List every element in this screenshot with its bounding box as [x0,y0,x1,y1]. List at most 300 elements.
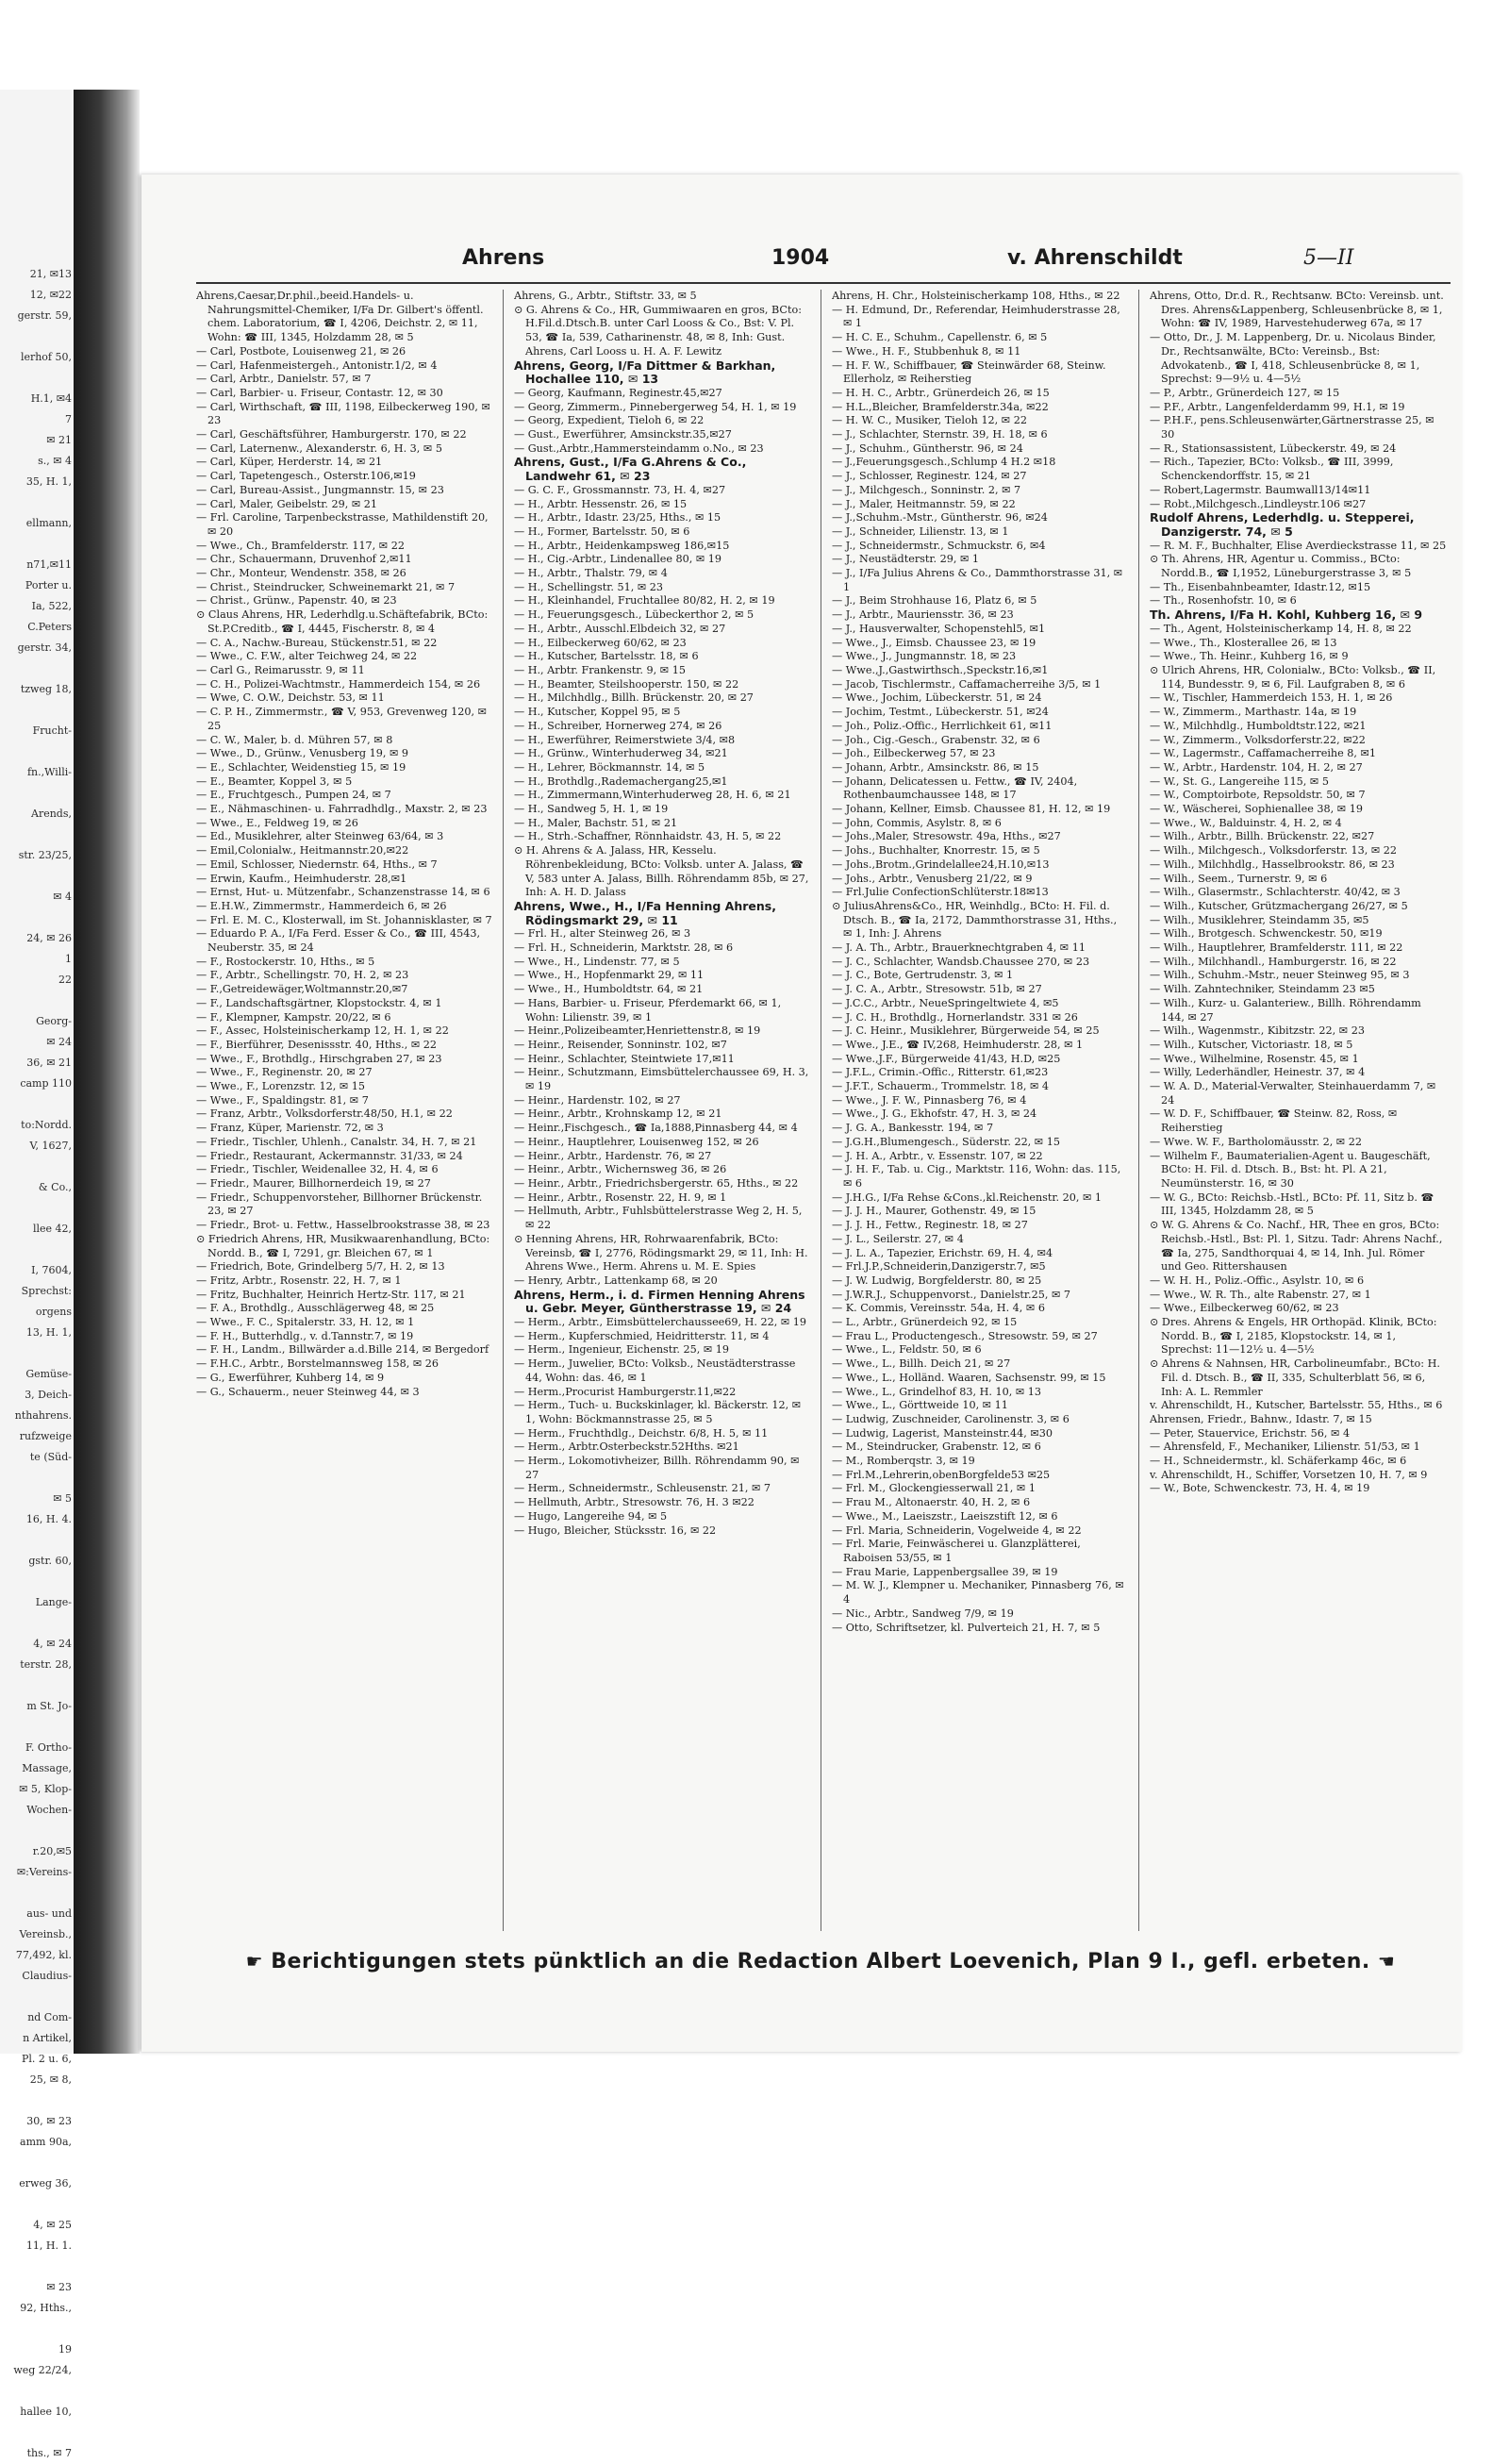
directory-entry: — Friedr., Restaurant, Ackermannstr. 31/33, ✉ 24 [196,1149,463,1162]
directory-entry: — H., Milchhdlg., Billh. Brückenstr. 20, ✉ 27 [514,691,754,705]
directory-entry: — Hellmuth, Arbtr., Fuhlsbüttelerstrasse Weg 2, H. 5, ✉ 22 [514,1205,803,1232]
facing-page-line: te (Süd- [29,1451,72,1463]
directory-entry: — J.F.L., Crimin.-Offic., Ritterstr. 61,✉23 [832,1066,1049,1079]
directory-entry: — Franz, Küper, Marienstr. 72, ✉ 3 [196,1122,384,1135]
directory-entry: — H. W. C., Musiker, Tieloh 12, ✉ 22 [832,414,1027,427]
header-year: 1904 [771,246,830,270]
facing-page-line [0,1572,72,1592]
directory-entry: — Robt.,Milchgesch.,Lindleystr.106 ✉27 [1150,497,1367,510]
directory-entry: — Wwe., Wilhelmine, Rosenstr. 45, ✉ 1 [1150,1052,1359,1065]
directory-entry: — H., Sandweg 5, H. 1, ✉ 19 [514,803,669,816]
directory-entry: — Wwe., Eilbeckerweg 60/62, ✉ 23 [1150,1302,1339,1315]
directory-entry: — E., Nähmaschinen- u. Fahrradhdlg., Maxstr. 2, ✉ 23 [196,803,488,816]
directory-entry: — Wwe., L., Feldstr. 50, ✉ 6 [832,1343,982,1357]
directory-entry: — W., Wäscherei, Sophienallee 38, ✉ 19 [1150,803,1363,816]
directory-entry: — Herm., Juwelier, BCto: Volksb., Neustädterstrasse 44, Wohn: das. 46, ✉ 1 [514,1357,796,1384]
directory-entry: ⊙ H. Ahrens & A. Jalass, HR, Kesselu. Röhrenbekleidung, BCto: Volksb. unter A. Jalass, ☎ V, 583 unter A. Jalass, Billh. Röhrendamm 85b, ✉ 27, Inh: A. H. D. Jalass [514,844,809,899]
directory-entry: — W. D. F., Schiffbauer, ☎ Steinw. 82, Ross, ✉ Reiherstieg [1150,1107,1398,1135]
directory-entry: — F.H.C., Arbtr., Borstelmannsweg 158, ✉ 26 [196,1357,439,1371]
directory-entry: — R., Stationsassistent, Lübeckerstr. 49, ✉ 24 [1150,441,1397,455]
directory-entry: — J., Schneider, Lilienstr. 13, ✉ 1 [832,524,1009,538]
directory-entry: — F.,Getreidewäger,Woltmannstr.20,✉7 [196,983,408,996]
header-rule [196,282,1451,284]
directory-entry: — J. A. Th., Arbtr., Brauerknechtgraben 4, ✉ 11 [832,941,1086,955]
directory-entry: — F., Assec, Holsteinischerkamp 12, H. 1, ✉ 22 [196,1024,449,1038]
directory-entry: — Johs., Buchhalter, Knorrestr. 15, ✉ 5 [832,844,1040,857]
directory-entry: — J. C., Schlachter, Wandsb.Chaussee 270, ✉ 23 [832,955,1090,968]
facing-page-line: lerhof 50, [20,351,72,363]
directory-entry: — Heinr.,Polizeibeamter,Henriettenstr.8, ✉ 19 [514,1024,761,1038]
directory-entry: — Wwe., Th., Klosterallee 26, ✉ 13 [1150,636,1337,649]
column-1 [196,290,493,1931]
directory-entry: — J., Beim Strohhause 16, Platz 6, ✉ 5 [832,594,1037,608]
directory-entry: — Wwe., Jochim, Lübeckerstr. 51, ✉ 24 [832,691,1042,705]
directory-entry: — Heinr., Arbtr., Friedrichsbergerstr. 65, Hths., ✉ 22 [514,1177,799,1190]
facing-page-line [0,1613,72,1634]
facing-page-line: Frucht- [32,724,72,737]
column-4 [1150,290,1447,1931]
directory-entry: — Ludwig, Lagerist, Mansteinstr.44, ✉30 [832,1426,1053,1440]
directory-entry: — Johs.,Brotm.,Grindelallee24,H.10,✉13 [832,857,1050,871]
directory-entry: — Frl. E. M. C., Klosterwall, im St. Johannisklaster, ✉ 7 [196,913,492,926]
directory-entry: — P., Arbtr., Grünerdeich 127, ✉ 15 [1150,386,1340,399]
directory-entry: — Hellmuth, Arbtr., Stresowstr. 76, H. 3 ✉22 [514,1496,754,1509]
facing-page-line: aus- und [26,1907,72,1920]
directory-entry: — Jochim, Testmt., Lübeckerstr. 51, ✉24 [832,706,1049,719]
directory-entry: — H.L.,Bleicher, Bramfelderstr.34a, ✉22 [832,400,1049,413]
directory-entry: — J., Arbtr., Mauriensstr. 36, ✉ 23 [832,608,1014,622]
directory-entry: Ahrens, Herm., i. d. Firmen Henning Ahrens u. Gebr. Meyer, Güntherstrasse 19, ✉ 24 [514,1287,805,1316]
directory-entry: — J., Schuhm., Güntherstr. 96, ✉ 24 [832,441,1023,455]
directory-entry: — H., Grünw., Winterhuderweg 34, ✉21 [514,747,728,760]
directory-entry: — Georg, Zimmerm., Pinnebergerweg 54, H. 1, ✉ 19 [514,400,797,413]
directory-entry: — Th., Eisenbahnbeamter, Idastr.12, ✉15 [1150,580,1371,593]
directory-entry: — J. J. H., Fettw., Reginestr. 18, ✉ 27 [832,1219,1028,1232]
directory-entry: — Wwe., F., Lorenzstr. 12, ✉ 15 [196,1080,366,1093]
directory-entry: — Herm., Arbtr.Osterbeckstr.52Hths. ✉21 [514,1440,739,1454]
directory-entry: — Frl. Marie, Feinwäscherei u. Glanzplätterei, Raboisen 53/55, ✉ 1 [832,1538,1081,1564]
directory-entry: — Carl, Postbote, Louisenweg 21, ✉ 26 [196,344,406,358]
pointing-hand-icon: ☛ [245,1950,264,1973]
column-divider [503,290,504,1931]
directory-entry: — Heinr., Schutzmann, Eimsbüttelerchaussee 69, H. 3, ✉ 19 [514,1066,809,1093]
directory-entry: ⊙ JuliusAhrens&Co., HR, Weinhdlg., BCto: H. Fil. d. Dtsch. B., ☎ Ia, 2172, Dammthorstrasse 31, Hths., ✉ 1, Inh: J. Ahrens [832,899,1118,941]
facing-page-line: ✉ 5, Klop- [19,1783,72,1795]
directory-entry: — H., Schreiber, Hornerweg 274, ✉ 26 [514,719,722,732]
directory-entry: — Wilh. Zahntechniker, Steindamm 23 ✉5 [1150,983,1375,996]
facing-page-line [0,2153,72,2173]
facing-page-line: erweg 36, [19,2177,72,2189]
directory-entry: — Heinr.,Fischgesch., ☎ Ia,1888,Pinnasberg 44, ✉ 4 [514,1122,798,1135]
facing-page-line [0,1987,72,2007]
facing-page-line: 24, ✉ 26 [26,932,72,944]
facing-page-line: I, 7604, [31,1264,72,1276]
directory-entry: — W. G., BCto: Reichsb.-Hstl., BCto: Pf. 11, Sitz b. ☎ III, 1345, Holzdamm 28, ✉ 5 [1150,1190,1434,1218]
directory-entry: — Wwe., H., Hopfenmarkt 29, ✉ 11 [514,969,705,982]
facing-page-line: 35, H. 1, [25,475,72,488]
directory-entry: — J.F.T., Schauerm., Trommelstr. 18, ✉ 4 [832,1080,1050,1093]
facing-page-line [0,1240,72,1260]
facing-page-line: r.20,✉5 [32,1845,72,1857]
directory-entry: — J. H. A., Arbtr., v. Essenstr. 107, ✉ 22 [832,1149,1043,1162]
directory-entry: — Wwe., W., Balduinstr. 4, H. 2, ✉ 4 [1150,816,1342,829]
facing-page-line [0,2256,72,2277]
facing-page-line: nthahrens. [14,1409,72,1422]
facing-page-line [0,907,72,928]
directory-entry: — W., St. G., Langereihe 115, ✉ 5 [1150,774,1329,788]
directory-entry: — H., Brothdlg.,Rademachergang25,✉1 [514,774,728,788]
directory-entry: ⊙ Th. Ahrens, HR, Agentur u. Commiss., BCto: Nordd.B., ☎ I,1952, Lüneburgerstrasse 3, ✉ 5 [1150,553,1412,580]
directory-entry: — Franz, Arbtr., Volksdorferstr.48/50, H.1, ✉ 22 [196,1107,453,1121]
directory-entry: — H., Kutscher, Koppel 95, ✉ 5 [514,706,681,719]
directory-entry: — John, Commis, Asylstr. 8, ✉ 6 [832,816,1002,829]
directory-entry: — J. W. Ludwig, Borgfelderstr. 80, ✉ 25 [832,1274,1042,1287]
directory-entry: — Georg, Kaufmann, Reginestr.45,✉27 [514,386,722,399]
facing-page-line [0,1157,72,1177]
directory-entry: — H., Arbtr., Thalstr. 79, ✉ 4 [514,567,668,580]
facing-page-line [0,2194,72,2215]
directory-entry: — W., Tischler, Hammerdeich 153, H. 1, ✉ 26 [1150,691,1393,705]
directory-entry: — Frl. M., Glockengiesserwall 21, ✉ 1 [832,1482,1036,1495]
directory-entry: — F., Landschaftsgärtner, Klopstockstr. 4, ✉ 1 [196,996,442,1009]
directory-entry: Ahrens, Georg, I/Fa Dittmer & Barkhan, Hochallee 110, ✉ 13 [514,358,776,387]
directory-entry: — Wilh., Wagenmstr., Kibitzstr. 22, ✉ 23 [1150,1024,1365,1038]
directory-entry: — Wwe., J., Jungmannstr. 18, ✉ 23 [832,650,1017,663]
facing-page-line [0,2090,72,2111]
directory-entry: — Wwe., H., Humboldtstr. 64, ✉ 21 [514,983,704,996]
facing-page-line: V, 1627, [29,1140,72,1152]
directory-entry: Ahrens,Caesar,Dr.phil.,beeid.Handels- u. Nahrungsmittel-Chemiker, I/Fa Dr. Gilbert's öffentl. chem. Laboratorium, ☎ I, 4206, Deichstr. 2, ✉ 11, Wohn: ☎ III, 1345, Holzdamm 28, ✉ 5 [196,290,484,344]
directory-entry: — H., Eilbeckerweg 60/62, ✉ 23 [514,636,687,649]
directory-entry: Ahrens, G., Arbtr., Stiftstr. 33, ✉ 5 [514,290,697,302]
facing-page-line [0,1530,72,1551]
directory-entry: — Herm., Kupferschmied, Heidritterstr. 11, ✉ 4 [514,1329,770,1342]
directory-entry: — F. H., Landm., Billwärder a.d.Bille 214, ✉ Bergedorf [196,1343,489,1357]
column-3 [832,290,1129,1931]
facing-page-line: ✉ 4 [53,891,72,903]
directory-entry: — Carl, Hafenmeistergeh., Antonistr.1/2, ✉ 4 [196,358,438,372]
facing-page-line [0,1198,72,1219]
directory-entry: — Otto, Schriftsetzer, kl. Pulverteich 21, H. 7, ✉ 5 [832,1621,1101,1634]
directory-entry: — H., Zimmermann,Winterhuderweg 28, H. 6, ✉ 21 [514,789,791,802]
directory-entry: — Wilh., Seem., Turnerstr. 9, ✉ 6 [1150,872,1328,885]
directory-entry: — Wwe, C. O.W., Deichstr. 53, ✉ 11 [196,691,385,705]
facing-page-line [0,1675,72,1696]
directory-entry: — Wwe., F., Spaldingstr. 81, ✉ 7 [196,1093,369,1107]
directory-entry: — Friedr., Schuppenvorsteher, Billhorner Brückenstr. 23, ✉ 27 [196,1190,483,1218]
directory-entry: — Heinr., Arbtr., Hardenstr. 76, ✉ 27 [514,1149,712,1162]
directory-entry: — Joh., Eilbeckerweg 57, ✉ 23 [832,747,996,760]
directory-entry: — Heinr., Reisender, Sonninstr. 102, ✉7 [514,1038,727,1051]
directory-entry: — Wwe., L., Holländ. Waaren, Sachsenstr. 99, ✉ 15 [832,1371,1106,1384]
directory-entry: — Friedr., Tischler, Weidenallee 32, H. 4, ✉ 6 [196,1163,439,1176]
directory-entry: — Joh., Cig.-Gesch., Grabenstr. 32, ✉ 6 [832,733,1040,746]
directory-entry: — H., Schneidermstr., kl. Schäferkamp 46c, ✉ 6 [1150,1455,1407,1468]
directory-entry: Ahrens, H. Chr., Holsteinischerkamp 108, Hths., ✉ 22 [832,290,1120,302]
directory-entry: — Christ., Grünw., Papenstr. 40, ✉ 23 [196,594,397,608]
facing-page-line: gstr. 60, [28,1555,72,1567]
facing-page-line: 3, Deich- [25,1389,72,1401]
directory-entry: ⊙ W. G. Ahrens & Co. Nachf., HR, Thee en gros, BCto: Reichsb.-Hstl., Bst: Pl. 1, Sitzu. Tadr: Ahrens Nachf., ☎ Ia, 275, Sandthorquai 4, ✉ 14, Inh. Jul. Römer und Geo. Rittershausen [1150,1219,1443,1274]
directory-entry: — Wwe., M., Laeiszstr., Laeiszstift 12, ✉ 6 [832,1509,1058,1523]
directory-entry: — J. C. H., Brothdlg., Hornerlandstr. 331 ✉ 26 [832,1010,1078,1024]
facing-page-line: 1 [65,953,72,965]
directory-entry: — H., Kleinhandel, Fruchtallee 80/82, H. 2, ✉ 19 [514,594,775,608]
directory-entry: — Frl.J.P.,Schneiderin,Danzigerstr.7, ✉5 [832,1260,1046,1274]
directory-entry: — H., Strh.-Schaffner, Rönnhaidstr. 43, H. 5, ✉ 22 [514,830,782,843]
facing-page-line: tzweg 18, [20,683,72,695]
directory-entry: Ahrensen, Friedr., Bahnw., Idastr. 7, ✉ 15 [1150,1412,1372,1425]
facing-page-line: Pl. 2 u. 6, [22,2053,72,2065]
column-divider [1138,290,1139,1931]
facing-page-line [0,1343,72,1364]
facing-page-line: camp 110 [20,1077,72,1090]
directory-entry: — J. C., Bote, Gertrudenstr. 3, ✉ 1 [832,969,1014,982]
facing-page-line: gerstr. 34, [17,641,72,654]
directory-entry: — J. G. A., Bankesstr. 194, ✉ 7 [832,1122,994,1135]
directory-entry: Ahrens, Gust., I/Fa G.Ahrens & Co., Landwehr 61, ✉ 23 [514,455,747,484]
directory-entry: — G., Ewerführer, Kuhberg 14, ✉ 9 [196,1371,385,1384]
directory-entry: ⊙ Dres. Ahrens & Engels, HR Orthopäd. Klinik, BCto: Nordd. B., ☎ I, 2185, Klopstockstr. 14, ✉ 1, Sprechst: 11—12½ u. 4—5½ [1150,1316,1437,1357]
facing-page-line: gerstr. 59, [17,309,72,322]
directory-entry: — Th., Agent, Holsteinischerkamp 14, H. 8, ✉ 22 [1150,622,1412,635]
directory-entry: — C. H., Polizei-Wachtmstr., Hammerdeich 154, ✉ 26 [196,677,481,691]
directory-entry: — W., Bote, Schwenckestr. 73, H. 4, ✉ 19 [1150,1482,1370,1495]
directory-entry: ⊙ Ahrens & Nahnsen, HR, Carbolineumfabr., BCto: H. Fil. d. Dtsch. B., ☎ II, 335, Schulterblatt 56, ✉ 6, Inh: A. L. Remmler [1150,1357,1440,1398]
directory-entry: — F., Klempner, Kampstr. 20/22, ✉ 6 [196,1010,391,1024]
facing-page-line: llee 42, [32,1223,72,1235]
directory-entry: — Henry, Arbtr., Lattenkamp 68, ✉ 20 [514,1274,718,1287]
directory-entry: — Fritz, Arbtr., Rosenstr. 22, H. 7, ✉ 1 [196,1274,402,1287]
directory-entry: ⊙ Claus Ahrens, HR, Lederhdlg.u.Schäftefabrik, BCto: St.P.Creditb., ☎ I, 4445, Fischerstr. 8, ✉ 4 [196,608,489,635]
directory-entry: Rudolf Ahrens, Lederhdlg. u. Stepperei, Danzigerstr. 74, ✉ 5 [1150,510,1415,539]
directory-entry: — J.,Schuhm.-Mstr., Güntherstr. 96, ✉24 [832,511,1048,524]
facing-page-line: 12, ✉22 [29,289,72,301]
directory-entry: — M., Romberqstr. 3, ✉ 19 [832,1455,975,1468]
directory-entry: — Heinr., Arbtr., Krohnskamp 12, ✉ 21 [514,1107,722,1121]
directory-entry: — J., Schlachter, Sternstr. 39, H. 18, ✉ 6 [832,428,1048,441]
facing-page-line: Arends, [31,807,72,820]
facing-page-line [0,492,72,513]
book-gutter-shadow [74,90,140,2054]
facing-page-line: Wochen- [26,1804,72,1816]
directory-entry: — Frl.Julie ConfectionSchlüterstr.18✉13 [832,886,1049,899]
directory-entry: — Wilh., Milchhdlg., Hasselbrookstr. 86, ✉ 23 [1150,857,1395,871]
directory-entry: — C. W., Maler, b. d. Mühren 57, ✉ 8 [196,733,393,746]
facing-page-line [0,1094,72,1115]
directory-entry: — J., Milchgesch., Sonninstr. 2, ✉ 7 [832,483,1021,496]
directory-page [141,175,1462,2052]
directory-entry: — Wwe., F. C., Spitalerstr. 33, H. 12, ✉ 1 [196,1316,415,1329]
directory-entry: — Friedr., Tischler, Uhlenh., Canalstr. 34, H. 7, ✉ 21 [196,1135,477,1148]
directory-entry: — Wilh., Kutscher, Victoriastr. 18, ✉ 5 [1150,1038,1353,1051]
facing-page-line: Ia, 522, [31,600,72,612]
directory-entry: — Wilh., Schuhm.-Mstr., neuer Steinweg 95, ✉ 3 [1150,969,1410,982]
directory-entry: — Wilh., Kutscher, Grützmachergang 26/27, ✉ 5 [1150,899,1408,912]
directory-entry: — Johann, Arbtr., Amsinckstr. 86, ✉ 15 [832,760,1039,774]
directory-entry: — Ludwig, Zuschneider, Carolinenstr. 3, ✉ 6 [832,1412,1070,1425]
directory-entry: — H., Arbtr., Heidenkampsweg 186,✉15 [514,539,730,552]
directory-entry: — Carl, Laternenw., Alexanderstr. 6, H. 3, ✉ 5 [196,441,442,455]
directory-entry: — Wwe., H., Lindenstr. 77, ✉ 5 [514,955,680,968]
directory-entry: — Gust.,Arbtr.,Hammersteindamm o.No., ✉ 23 [514,441,764,455]
directory-entry: — Heinr., Arbtr., Wichernsweg 36, ✉ 26 [514,1163,727,1176]
directory-entry: — E., Fruchtgesch., Pumpen 24, ✉ 7 [196,789,391,802]
directory-entry: — Wwe. W. F., Bartholomäusstr. 2, ✉ 22 [1150,1135,1362,1148]
directory-entry: — Heinr., Schlachter, Steintwiete 17,✉11 [514,1052,735,1065]
facing-page-line [0,991,72,1011]
directory-entry: — Jacob, Tischlermstr., Caffamacherreihe 3/5, ✉ 1 [832,677,1102,691]
directory-entry: — L., Arbtr., Grünerdeich 92, ✉ 15 [832,1316,1018,1329]
directory-entry: ⊙ G. Ahrens & Co., HR, Gummiwaaren en gros, BCto: H.Fil.d.Dtsch.B. unter Carl Looss & Co., Bst: V. Pl. 53, ☎ Ia, 539, Catharinenstr. 48, ✉ 8, Inh: Gust. Ahrens, Carl Looss u. H. A. F. Lewitz [514,303,802,358]
directory-entry: — J.W.R.J., Schuppenvorst., Danielstr.25, ✉ 7 [832,1288,1071,1301]
directory-entry: — H. F. W., Schiffbauer, ☎ Steinwärder 68, Steinw. Ellerholz, ✉ Reiherstieg [832,358,1106,386]
facing-page-line: ths., ✉ 7 [26,2447,72,2459]
facing-page-line: Porter u. [25,579,72,591]
facing-page-line [0,2381,72,2402]
directory-entry: — Otto, Dr., J. M. Lappenberg, Dr. u. Nicolaus Binder, Dr., Rechtsanwälte, BCto: Vereinsb., Bst: Advokatenb., ☎ I, 418, Schleusenbrücke 8, ✉ 1, Sprechst: 9—9½ u. 4—5½ [1150,331,1436,386]
directory-entry: — J.G.H.,Blumengesch., Süderstr. 22, ✉ 15 [832,1135,1060,1148]
footer-notice [198,1950,1443,1973]
directory-entry: — Wilh., Milchhandl., Hamburgerstr. 16, ✉ 22 [1150,955,1397,968]
facing-page-line [0,1717,72,1738]
directory-entry: — Heinr., Hardenstr. 102, ✉ 27 [514,1093,681,1107]
facing-page-line: Massage, [22,1762,72,1774]
directory-entry: — H. Edmund, Dr., Referendar, Heimhuderstrasse 28, ✉ 1 [832,303,1120,330]
directory-entry: — Robert,Lagermstr. Baumwall13/14✉11 [1150,483,1371,496]
directory-entry: — W., Comptoirbote, Repsoldstr. 50, ✉ 7 [1150,789,1366,802]
facing-page-line [0,824,72,845]
directory-entry: — Heinr., Arbtr., Rosenstr. 22, H. 9, ✉ 1 [514,1190,727,1204]
directory-entry: — Frl. H., alter Steinweg 26, ✉ 3 [514,927,691,941]
directory-entry: — Carl, Bureau-Assist., Jungmannstr. 15, ✉ 23 [196,483,444,496]
facing-page-line [0,534,72,555]
header-last-name: v. Ahrenschildt [1007,246,1183,270]
facing-page-line: fn.,Willi- [26,766,72,778]
facing-page-line: Sprechst: [21,1285,72,1297]
facing-page-line [0,866,72,887]
directory-entry: Th. Ahrens, I/Fa H. Kohl, Kuhberg 16, ✉ 9 [1150,608,1423,623]
directory-entry: — E., Schlachter, Weidenstieg 15, ✉ 19 [196,760,406,774]
directory-entry: — H. H. C., Arbtr., Grünerdeich 26, ✉ 15 [832,386,1050,399]
directory-entry: — Rich., Tapezier, BCto: Volksb., ☎ III, 3999, Schenckendorffstr. 15, ✉ 21 [1150,456,1394,483]
facing-page-line: 25, ✉ 8, [29,2073,72,2086]
directory-entry: — Frl. H., Schneiderin, Marktstr. 28, ✉ 6 [514,941,734,955]
directory-entry: — H., Feuerungsgesch., Lübeckerthor 2, ✉ 5 [514,608,754,622]
directory-entry: — M. W. J., Klempner u. Mechaniker, Pinnasberg 76, ✉ 4 [832,1579,1124,1607]
directory-entry: — J. L., Seilerstr. 27, ✉ 4 [832,1232,964,1245]
directory-entry: — W., Zimmerm., Marthastr. 14a, ✉ 19 [1150,706,1357,719]
directory-entry: — Friedr., Brot- u. Fettw., Hasselbrookstrasse 38, ✉ 23 [196,1219,490,1232]
directory-entry: — Carl, Küper, Herderstr. 14, ✉ 21 [196,456,383,469]
directory-entry: Ahrens, Otto, Dr.d. R., Rechtsanw. BCto: Vereinsb. unt. Dres. Ahrens&Lappenberg, Schleusenbrücke 8, ✉ 1, Wohn: ☎ IV, 1989, Harvestehuderweg 67a, ✉ 17 [1150,290,1444,330]
directory-entry: — F., Arbtr., Schellingstr. 70, H. 2, ✉ 23 [196,969,409,982]
directory-entry: — Wilh., Glasermstr., Schlachterstr. 40/42, ✉ 3 [1150,886,1401,899]
directory-entry: — J. L. A., Tapezier, Erichstr. 69, H. 4, ✉4 [832,1246,1053,1259]
facing-page-line: str. 23/25, [18,849,72,861]
directory-entry: — Herm., Lokomotivheizer, Billh. Röhrendamm 90, ✉ 27 [514,1455,800,1481]
directory-entry: — Herm., Schneidermstr., Schleusenstr. 21, ✉ 7 [514,1482,771,1495]
directory-entry: — Wwe., F., Brothdlg., Hirschgraben 27, ✉ 23 [196,1052,442,1065]
directory-entry: — Friedrich, Bote, Grindelberg 5/7, H. 2, ✉ 13 [196,1260,445,1274]
directory-entry: — Emil,Colonialw., Heitmannstr.20,✉22 [196,844,409,857]
column-2 [514,290,811,1931]
facing-page-line: 77,492, kl. [15,1949,72,1961]
facing-page-line [0,1468,72,1489]
directory-entry: — Carl, Wirthschaft, ☎ III, 1198, Eilbeckerweg 190, ✉ 23 [196,400,490,427]
page-number: 5—II [1303,246,1354,270]
directory-entry: — Wilh., Musiklehrer, Steindamm 35, ✉5 [1150,913,1369,926]
directory-entry: — Wwe., W. R. Th., alte Rabenstr. 27, ✉ 1 [1150,1288,1371,1301]
directory-entry: — Wwe., D., Grünw., Venusberg 19, ✉ 9 [196,747,409,760]
facing-page-line: Lange- [35,1596,72,1608]
facing-page-line: 4, ✉ 25 [33,2219,72,2231]
directory-entry: — Carl, Geschäftsführer, Hamburgerstr. 170, ✉ 22 [196,428,467,441]
directory-entry: — Frau M., Altonaerstr. 40, H. 2, ✉ 6 [832,1496,1031,1509]
facing-page-line: nd Com- [27,2011,72,2023]
directory-entry: Ahrens, Wwe., H., I/Fa Henning Ahrens, Rödingsmarkt 29, ✉ 11 [514,898,776,927]
directory-entry: — Carl, Barbier- u. Friseur, Contastr. 12, ✉ 30 [196,386,443,399]
directory-entry: — Wilh., Brotgesch. Schwenckestr. 50, ✉19 [1150,927,1383,941]
facing-page-line [0,2319,72,2339]
directory-entry: — Christ., Steindrucker, Schweinemarkt 21, ✉ 7 [196,580,456,593]
directory-entry: — J.C.C., Arbtr., NeueSpringeltwiete 4, ✉5 [832,996,1059,1009]
directory-entry: — Herm., Tuch- u. Buckskinlager, kl. Bäckerstr. 12, ✉ 1, Wohn: Böckmannstrasse 25, ✉ 5 [514,1399,802,1425]
directory-entry: — J., Hausverwalter, Schopenstehl5, ✉1 [832,622,1046,635]
directory-entry: — Emil, Schlosser, Niedernstr. 64, Hths., ✉ 7 [196,857,438,871]
facing-page-line: 92, Hths., [20,2302,72,2314]
directory-entry: — Wwe., L., Billh. Deich 21, ✉ 27 [832,1357,1011,1371]
directory-entry: — Wwe.,J.F., Bürgerweide 41/43, H.D, ✉25 [832,1052,1061,1065]
directory-entry: — E., Beamter, Koppel 3, ✉ 5 [196,774,353,788]
directory-entry: — W. A. D., Material-Verwalter, Steinhauerdamm 7, ✉ 24 [1150,1080,1436,1107]
directory-entry: — Wilh., Hauptlehrer, Bramfelderstr. 111, ✉ 22 [1150,941,1403,955]
directory-entry: — Wilh., Milchgesch., Volksdorferstr. 13, ✉ 22 [1150,844,1398,857]
directory-entry: — J., Neustädterstr. 29, ✉ 1 [832,553,980,566]
directory-entry: — W., Arbtr., Hardenstr. 104, H. 2, ✉ 27 [1150,760,1363,774]
facing-page-line: s., ✉ 4 [38,455,72,467]
facing-page-line: ✉ 5 [53,1492,72,1505]
facing-page-line: & Co., [38,1181,72,1193]
directory-entry: — Frau L., Productengesch., Stresowstr. 59, ✉ 27 [832,1329,1098,1342]
directory-entry: v. Ahrenschildt, H., Kutscher, Bartelsstr. 55, Hths., ✉ 6 [1150,1399,1443,1412]
facing-page-line: Georg- [36,1015,72,1027]
directory-entry: — J. H. F., Tab. u. Cig., Marktstr. 116, Wohn: das. 115, ✉ 6 [832,1163,1121,1190]
directory-entry: — Wwe., F., Reginenstr. 20, ✉ 27 [196,1066,373,1079]
facing-page-line [0,1821,72,1841]
directory-entry: — Wwe., E., Feldweg 19, ✉ 26 [196,816,358,829]
directory-entry: — Wwe., H. F., Stubbenhuk 8, ✉ 11 [832,344,1021,358]
facing-page-line: m St. Jo- [26,1700,72,1712]
directory-entry: — Wilh., Kurz- u. Galanteriew., Billh. Röhrendamm 144, ✉ 27 [1150,996,1421,1024]
directory-entry: — Wwe., J.E., ☎ IV,268, Heimhuderstr. 28, ✉ 1 [832,1038,1084,1051]
directory-entry: — Carl G., Reimarusstr. 9, ✉ 11 [196,663,365,676]
directory-entry: — Peter, Stauervice, Erichstr. 56, ✉ 4 [1150,1426,1351,1440]
facing-page-line: 11, H. 1. [25,2239,72,2252]
directory-entry: — Wilhelm F., Baumaterialien-Agent u. Baugeschäft, BCto: H. Fil. d. Dtsch. B., Bst: ht. Pl. A 21, Neumünsterstr. 16, ✉ 30 [1150,1149,1431,1190]
directory-entry: — J., I/Fa Julius Ahrens & Co., Dammthorstrasse 31, ✉ 1 [832,567,1123,593]
directory-entry: — Hugo, Langereihe 94, ✉ 5 [514,1509,668,1523]
facing-page-line: 30, ✉ 23 [26,2115,72,2127]
facing-page-line: hallee 10, [20,2406,72,2418]
facing-page-line: 16, H. 4. [25,1513,72,1525]
directory-entry: — J., Schlosser, Reginestr. 124, ✉ 27 [832,470,1027,483]
facing-page-line [0,783,72,804]
directory-entry: — Chr., Schauermann, Druvenhof 2,✉11 [196,553,412,566]
facing-page-line: 19 [58,2343,72,2356]
directory-entry: — Joh., Poliz.-Offic., Herrlichkeit 61, ✉11 [832,719,1053,732]
directory-entry: — Wwe., Th. Heinr., Kuhberg 16, ✉ 9 [1150,650,1349,663]
